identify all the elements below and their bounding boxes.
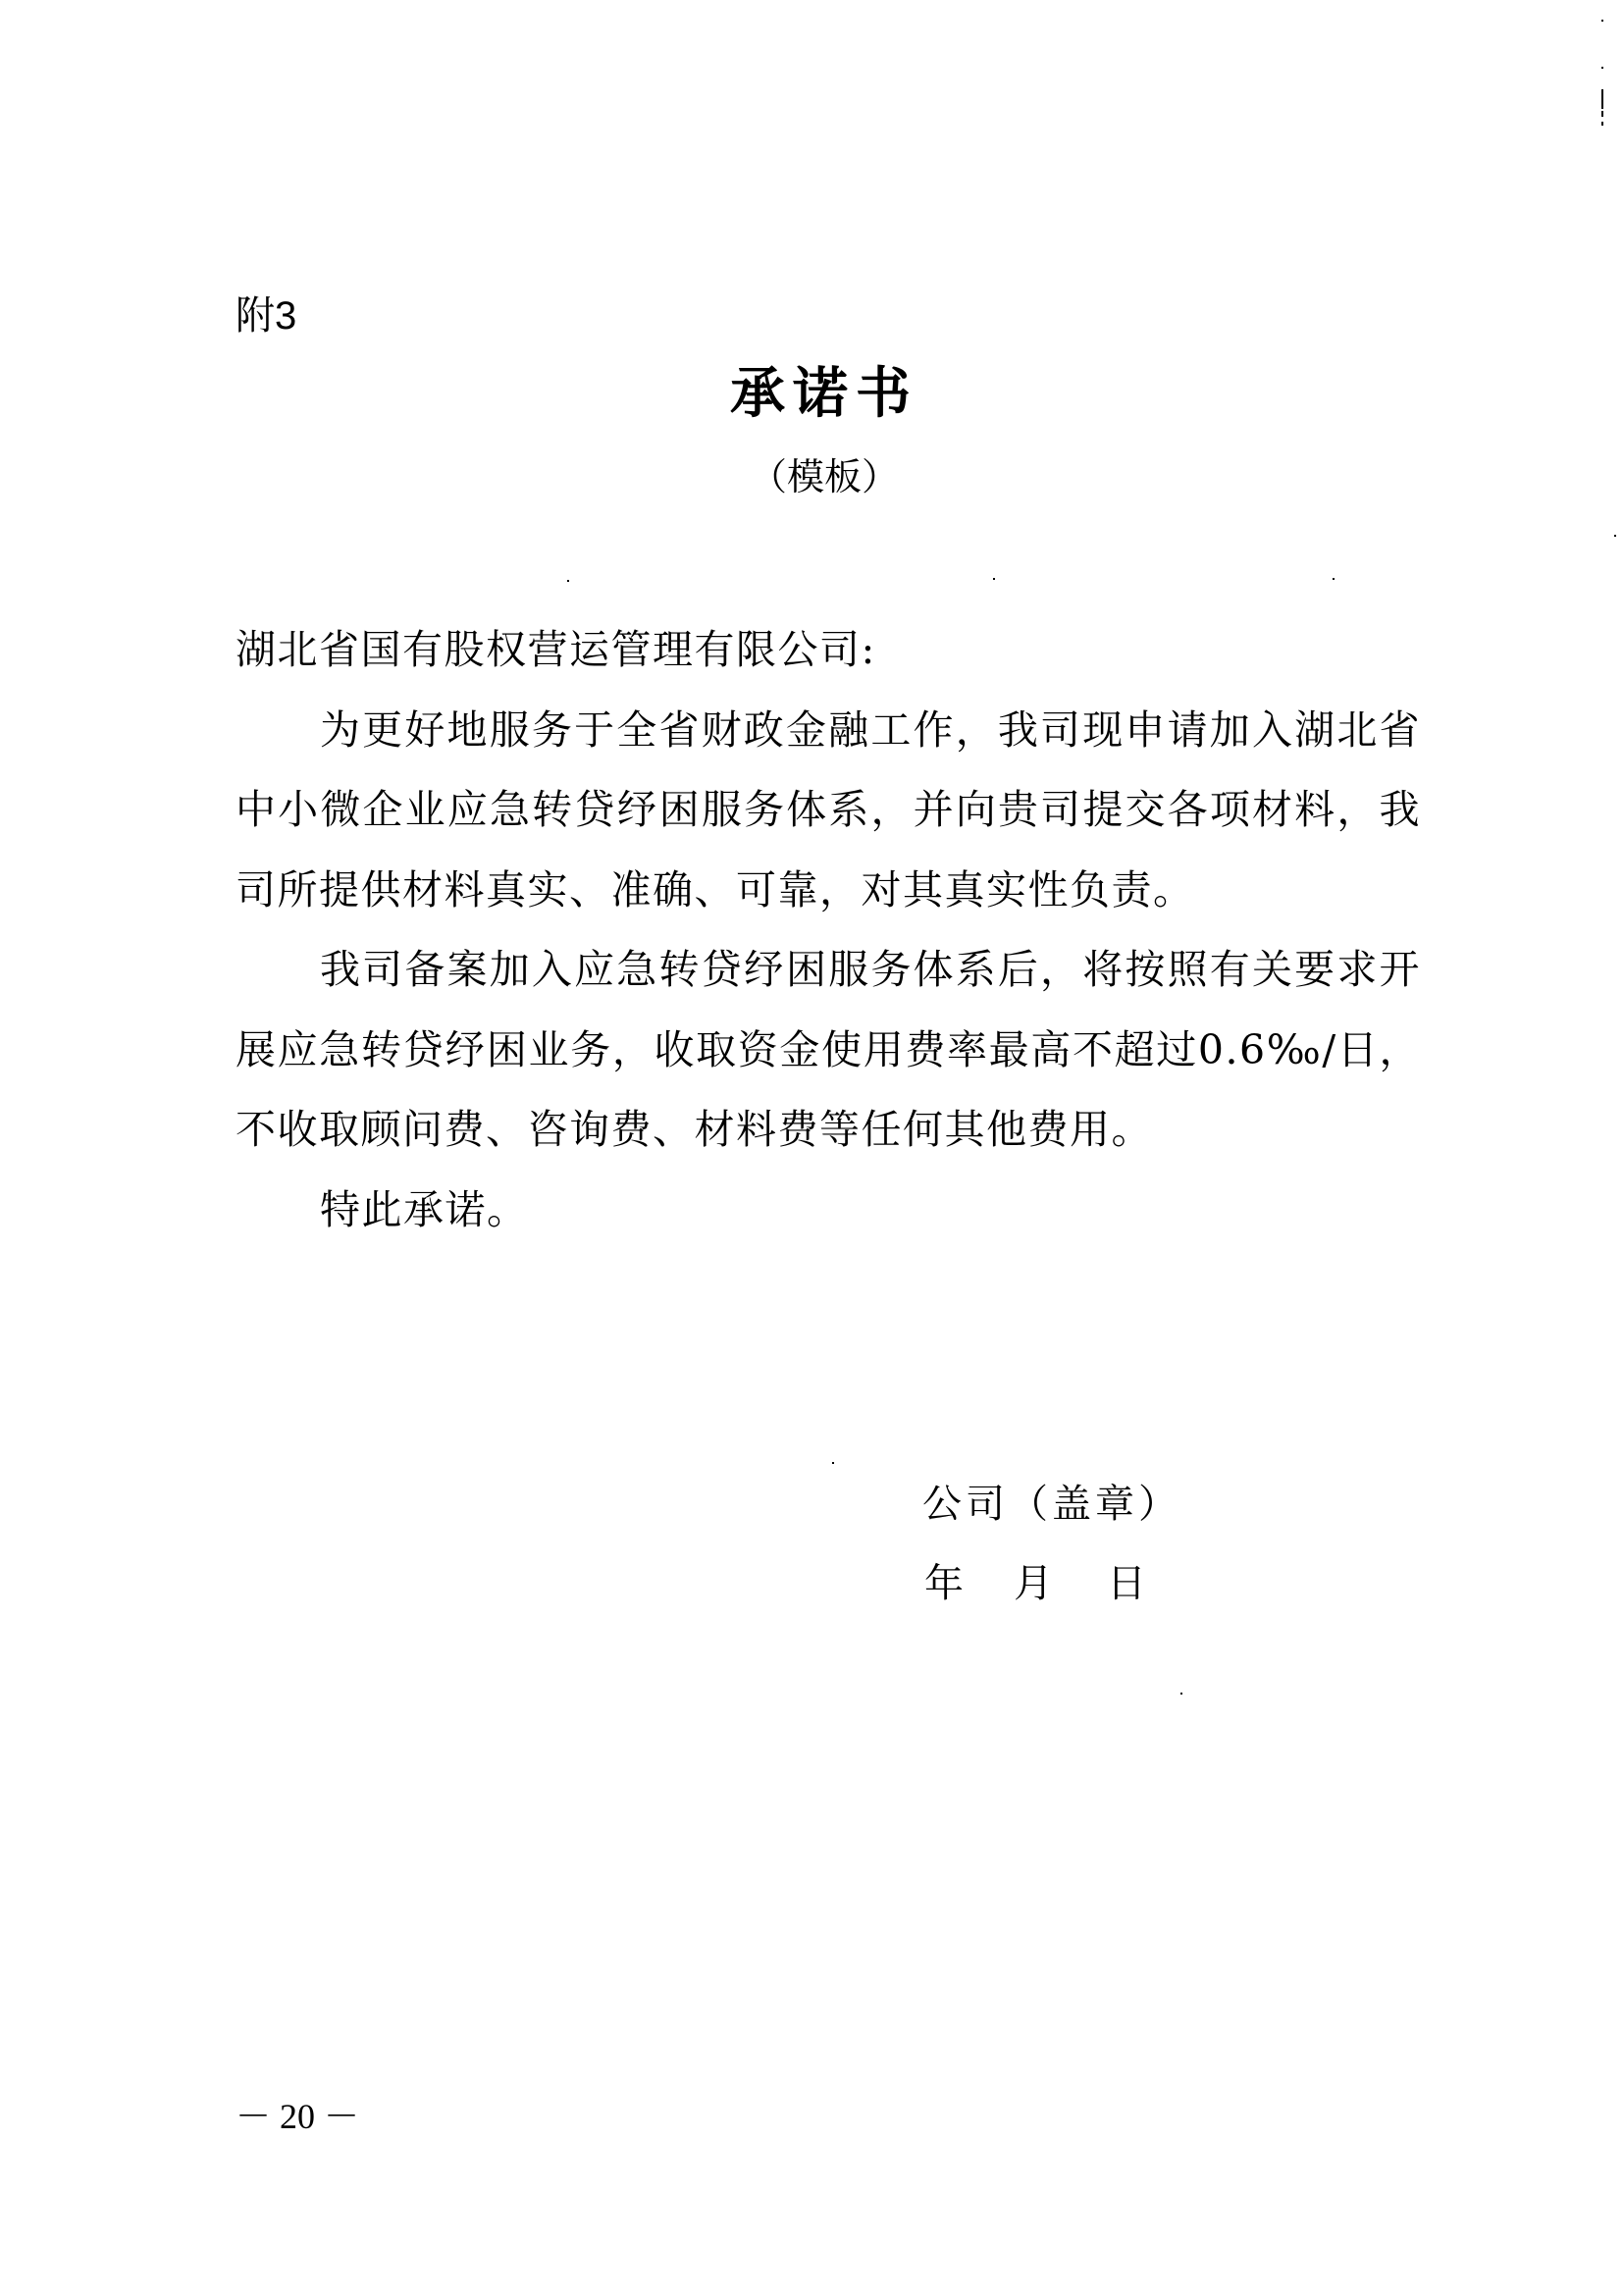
document-subtitle: （模板） <box>749 455 899 498</box>
scan-speck <box>1601 67 1603 69</box>
document-title: 承诺书 <box>730 361 918 426</box>
date-month: 月 <box>1014 1561 1053 1606</box>
paragraph: 为更好地服务于全省财政金融工作，我司现申请加入湖北省中小微企业应急转贷纾困服务体系，并向贵司提交各项材料，我司所提供材料真实、准确、可靠，对其真实性负责。 <box>236 705 1421 913</box>
scan-speck <box>1614 535 1616 537</box>
date-day: 日 <box>1107 1561 1146 1606</box>
scan-edge-mark <box>1601 89 1603 109</box>
document-body <box>236 610 1421 1250</box>
attachment-label: 附3 <box>236 294 297 338</box>
date-year: 年 <box>924 1561 964 1606</box>
scan-speck <box>993 578 995 580</box>
page-number: － 20 － <box>236 2097 360 2136</box>
company-seal-line: 公司（盖章） <box>922 1482 1181 1527</box>
date-line <box>924 1558 1146 1609</box>
scan-speck <box>567 580 569 582</box>
scan-speck <box>1601 20 1603 22</box>
paragraph: 我司备案加入应急转贷纾困服务体系后，将按照有关要求开展应急转贷纾困业务，收取资金使用费率最高不超过0.6‰/日，不收取顾问费、咨询费、材料费等任何其他费用。 <box>236 946 1421 1153</box>
addressee: 湖北省国有股权营运管理有限公司: <box>236 626 876 673</box>
scan-speck <box>1333 578 1335 580</box>
scan-speck <box>1180 1693 1182 1695</box>
scan-edge-mark <box>1601 111 1603 117</box>
scan-speck <box>832 1462 834 1464</box>
closing-statement: 特此承诺。 <box>320 1185 529 1233</box>
scan-edge-mark <box>1601 122 1603 126</box>
